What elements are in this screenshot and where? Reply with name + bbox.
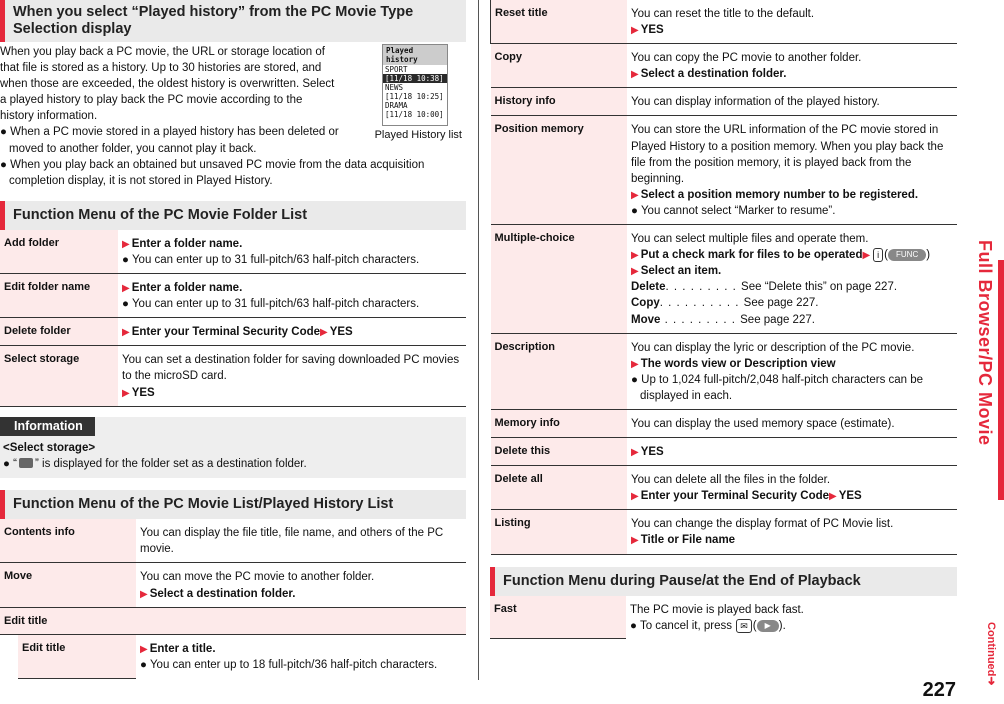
menu-key: Delete this (491, 438, 628, 466)
section-title-movie-list: Function Menu of the PC Movie List/Played History List (0, 490, 466, 519)
table-row (0, 563, 466, 607)
menu-key: Description (491, 333, 628, 409)
menu-desc: You can set a destination folder for saving downloaded PC movies to the microSD card. ▶ YES (118, 346, 466, 406)
menu-desc: ▶ YES (627, 438, 957, 466)
intro-bullet: ● When you play back an obtained but unsaved PC movie from the data acquisition completion display, it is not stored in Played History. (0, 158, 425, 187)
menu-key: Delete folder (0, 318, 118, 346)
information-heading: <Select storage> (3, 442, 96, 455)
section-title-pause-playback: Function Menu during Pause/at the End of Playback (490, 567, 957, 596)
play-key-icon: ▶ (757, 620, 779, 632)
side-tab (960, 200, 1004, 680)
menu-desc: You can display information of the played history. (627, 88, 957, 116)
chapter-bar (998, 260, 1004, 500)
menu-key: Move (0, 563, 136, 607)
table-row (0, 346, 466, 406)
table-row (0, 230, 466, 274)
movie-list-menu-table-continued (490, 0, 957, 555)
intro-paragraph: When you play back a PC movie, the URL or storage location of that file is stored as a history. Up to 30 histories are stored, and when those are exceeded, the oldest history is overwritten. Select a played history to play back the PC movie according to the history information. (0, 46, 335, 123)
table-row (0, 318, 466, 346)
menu-desc: ▶ Enter your Terminal Security Code▶ YES (118, 318, 466, 346)
table-row (491, 438, 958, 466)
played-history-intro (0, 42, 466, 189)
menu-desc: ▶ Enter a folder name. ● You can enter up to 31 full-pitch/63 half-pitch characters. (118, 274, 466, 318)
played-history-thumbnail (350, 44, 462, 143)
menu-key: Reset title (491, 0, 628, 44)
menu-desc: ▶ Enter a title. ● You can enter up to 18 full-pitch/36 half-pitch characters. (140, 643, 438, 672)
menu-desc: You can reset the title to the default. ▶ YES (627, 0, 957, 44)
table-row (491, 116, 958, 225)
left-column (0, 0, 466, 679)
table-row (491, 225, 958, 334)
menu-desc: ▶ Enter a folder name. ● You can enter up to 31 full-pitch/63 half-pitch characters. (118, 230, 466, 274)
intro-bullet: ● When a PC movie stored in a played history has been deleted or moved to another folder, you cannot play it back. (0, 126, 339, 155)
table-row (491, 409, 958, 437)
edit-title-subtable (18, 635, 466, 679)
i-mode-key-icon: i (873, 248, 883, 262)
menu-desc: You can display the used memory space (estimate). (627, 409, 957, 437)
table-row (0, 635, 466, 679)
table-row (0, 519, 466, 563)
section-title-played-history: When you select “Played history” from the PC Movie Type Selection display (0, 0, 466, 42)
pause-menu-table (490, 596, 957, 640)
menu-desc: The PC movie is played back fast. ● To cancel it, press ✉ ( ▶ ). (630, 603, 804, 632)
menu-key: Position memory (491, 116, 628, 225)
menu-desc: You can display the lyric or description of the PC movie. ▶ The words view or Description view ● Up to 1,024 full-pitch/2,048 half-pitch characters can be displayed in each. (627, 333, 957, 409)
menu-desc: You can delete all the files in the folder. ▶ Enter your Terminal Security Code▶ YES (627, 466, 957, 510)
menu-desc: You can display the file title, file name, and others of the PC movie. (136, 519, 466, 563)
menu-desc: You can select multiple files and operate them. ▶ Put a check mark for files to be operated▶ i ( FUNC ) ▶ Select an item. Delete. . . . . . . . . See “Delete this” on page 227. Copy. . . . . . . . . . See page 227. Move . . . . . . . . . See page 227. (627, 225, 957, 334)
menu-key: Delete all (491, 466, 628, 510)
menu-key: Contents info (0, 519, 136, 563)
table-row (0, 274, 466, 318)
table-row (491, 466, 958, 510)
phone-screen: Played history SPORT [11/18 10:38] NEWS [11/18 10:25] DRAMA [11/18 10:00] (382, 44, 448, 126)
table-row (491, 0, 958, 44)
table-row (491, 510, 958, 554)
section-title-folder-list: Function Menu of the PC Movie Folder List (0, 201, 466, 230)
mail-key-icon: ✉ (736, 619, 752, 633)
menu-key: Multiple-choice (491, 225, 628, 334)
information-box (0, 417, 466, 479)
table-row (0, 607, 466, 634)
table-row (491, 88, 958, 116)
table-row (491, 333, 958, 409)
continued-label: Continued➜ (985, 622, 997, 686)
menu-desc: You can change the display format of PC Movie list. ▶ Title or File name (627, 510, 957, 554)
folder-icon (19, 458, 33, 468)
menu-desc: You can move the PC movie to another folder. ▶ Select a destination folder. (136, 563, 466, 607)
func-key-icon: FUNC (888, 249, 926, 261)
menu-key: History info (491, 88, 628, 116)
menu-desc: You can copy the PC movie to another folder. ▶ Select a destination folder. (627, 44, 957, 88)
menu-key: Copy (491, 44, 628, 88)
menu-desc: You can store the URL information of the PC movie stored in Played History to a position memory. When you play back the file from the position memory, it is played back from the beginning. ▶ Select a position memory number to be registered. ● You cannot select “Marker to resume”. (627, 116, 957, 225)
table-row (491, 44, 958, 88)
folder-list-menu-table (0, 230, 466, 407)
column-divider (478, 0, 479, 680)
table-row (490, 596, 957, 639)
menu-key: Edit folder name (0, 274, 118, 318)
menu-key: Memory info (491, 409, 628, 437)
right-column (490, 0, 957, 639)
menu-key: Edit title (0, 607, 466, 634)
menu-key: Fast (490, 596, 626, 639)
movie-list-menu-table (0, 519, 466, 678)
information-tag: Information (0, 417, 95, 437)
menu-key: Listing (491, 510, 628, 554)
page-number: 227 (922, 679, 956, 701)
menu-key: Edit title (18, 635, 136, 678)
chapter-title: Full Browser/PC Movie (975, 240, 996, 446)
information-text: ● “ ” is displayed for the folder set as a destination folder. (3, 458, 307, 471)
menu-key: Select storage (0, 346, 118, 406)
menu-key: Add folder (0, 230, 118, 274)
thumbnail-caption: Played History list (374, 129, 462, 141)
